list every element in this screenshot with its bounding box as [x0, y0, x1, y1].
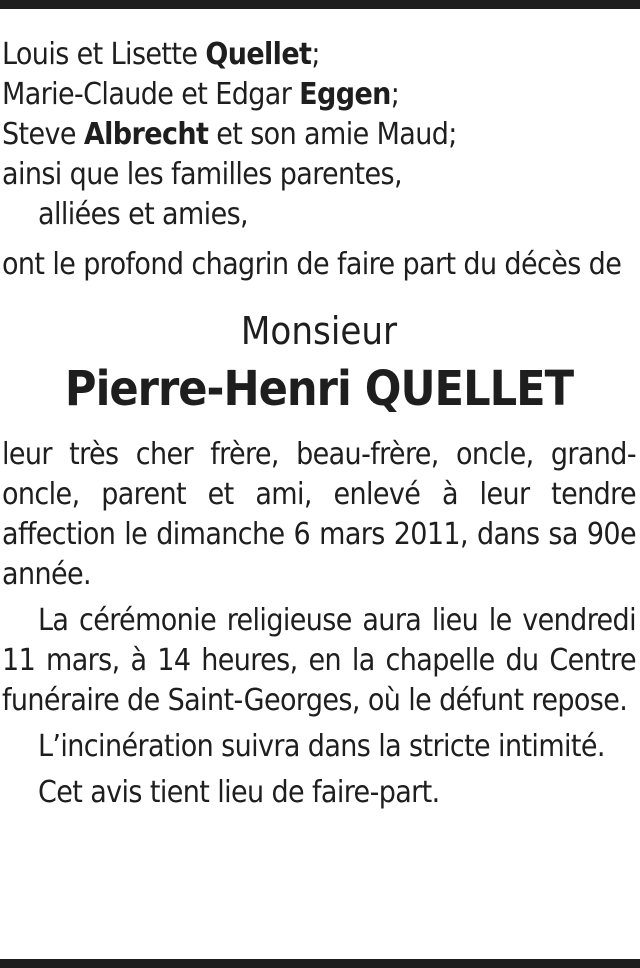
- family-line: ainsi que les familles parentes,: [2, 157, 402, 192]
- family-line: Louis et Lisette Quellet;: [2, 37, 320, 72]
- cremation-paragraph: L’incinération suivra dans la stricte intimité.: [38, 729, 605, 764]
- deceased-name: Pierre-Henri QUELLET: [64, 361, 574, 417]
- deceased-title: Monsieur: [240, 309, 398, 353]
- family-line: Marie-Claude et Edgar Eggen;: [2, 77, 400, 112]
- announcement-text: ont le profond chagrin de faire part du décès de: [2, 247, 622, 282]
- bottom-border-rule: [0, 959, 640, 968]
- closing-paragraph: Cet avis tient lieu de faire-part.: [38, 775, 440, 810]
- family-line: alliées et amies,: [38, 197, 249, 232]
- top-border-rule: [0, 0, 640, 9]
- description-paragraph: leur très cher frère, beau-frère, oncle, grand-oncle, parent et ami, enlevé à leur tendre affection le dimanche 6 mars 2011, dans sa 90e année.: [2, 437, 636, 592]
- ceremony-paragraph: La cérémonie religieuse aura lieu le vendredi 11 mars, à 14 heures, en la chapelle du Centre funéraire de Saint-Georges, où le défunt repose.: [2, 603, 636, 718]
- family-line: Steve Albrecht et son amie Maud;: [2, 117, 457, 152]
- obituary-notice: [2, 35, 636, 813]
